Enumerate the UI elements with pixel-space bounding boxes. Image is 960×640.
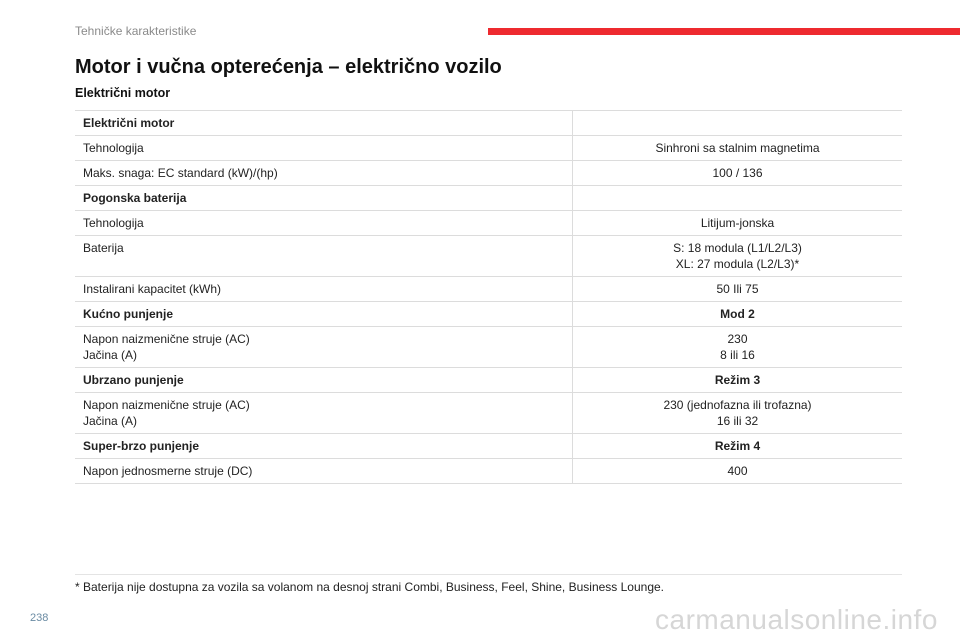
table-section-row: [75, 111, 902, 136]
cell-text: Jačina (A): [83, 414, 138, 428]
cell-text: Maks. snaga: EC standard (kW)/(hp): [83, 166, 278, 180]
table-row: [75, 327, 902, 368]
cell-text: Napon jednosmerne struje (DC): [83, 464, 253, 478]
cell-text: Litijum-jonska: [700, 216, 775, 230]
cell-text: Električni motor: [83, 116, 175, 130]
table-cell-value: [573, 302, 903, 327]
page-number: 238: [30, 612, 49, 624]
cell-text: Baterija: [83, 241, 124, 255]
cell-text: Sinhroni sa stalnim magnetima: [655, 141, 820, 155]
cell-text: Napon naizmenične struje (AC): [83, 332, 250, 346]
cell-text: Jačina (A): [83, 348, 138, 362]
section-heading: Električni motor: [75, 86, 171, 100]
cell-text: 8 ili 16: [720, 348, 755, 362]
table-row: [75, 459, 902, 484]
table-row: [75, 277, 902, 302]
table-section-row: [75, 186, 902, 211]
specifications-table: [75, 110, 902, 484]
watermark: carmanualsonline.info: [655, 604, 938, 635]
table-cell-value: [573, 211, 903, 236]
table-cell-label: [75, 368, 573, 393]
table-cell-value: [573, 136, 903, 161]
table-cell-value: [573, 161, 903, 186]
table-cell-label: [75, 459, 573, 484]
table-section-row: [75, 434, 902, 459]
table-cell-value: [573, 277, 903, 302]
cell-text: Kućno punjenje: [83, 307, 173, 321]
table-row: [75, 393, 902, 434]
cell-text: 50 Ili 75: [716, 282, 759, 296]
table-row: [75, 161, 902, 186]
table-cell-label: [75, 277, 573, 302]
table-cell-label: [75, 393, 573, 434]
table-cell-label: [75, 211, 573, 236]
cell-text: Pogonska baterija: [83, 191, 187, 205]
table-cell-label: [75, 236, 573, 277]
table-cell-label: [75, 327, 573, 368]
table-section-row: [75, 302, 902, 327]
specifications-table-body: [75, 111, 902, 484]
table-section-row: [75, 368, 902, 393]
table-cell-value: [573, 393, 903, 434]
table-cell-value: [573, 434, 903, 459]
table-cell-label: [75, 111, 573, 136]
table-row: [75, 236, 902, 277]
table-cell-label: [75, 161, 573, 186]
table-cell-value: [573, 368, 903, 393]
cell-text: Super-brzo punjenje: [83, 439, 200, 453]
table-cell-label: [75, 434, 573, 459]
cell-text: XL: 27 modula (L2/L3)*: [675, 257, 800, 271]
page-title: Motor i vučna opterećenja – električno vozilo: [75, 56, 502, 78]
cell-text: Tehnologija: [83, 141, 144, 155]
cell-text: 100 / 136: [712, 166, 763, 180]
cell-text: 400: [727, 464, 748, 478]
footnote: * Baterija nije dostupna za vozila sa volanom na desnoj strani Combi, Business, Feel, Shine, Business Lounge.: [75, 580, 665, 594]
cell-text: Režim 4: [714, 439, 761, 453]
table-cell-value: [573, 327, 903, 368]
cell-text: Instalirani kapacitet (kWh): [83, 282, 222, 296]
cell-text: Mod 2: [720, 307, 755, 321]
cell-text: Ubrzano punjenje: [83, 373, 184, 387]
table-cell-value: [573, 111, 903, 136]
table-cell-label: [75, 136, 573, 161]
table-cell-value: [573, 459, 903, 484]
cell-text: Režim 3: [714, 373, 761, 387]
header-accent-bar: [488, 28, 960, 35]
cell-text: S: 18 modula (L1/L2/L3): [673, 241, 802, 255]
table-row: [75, 211, 902, 236]
cell-text: 230 (jednofazna ili trofazna): [663, 398, 812, 412]
cell-text: 16 ili 32: [716, 414, 759, 428]
cell-text: 230: [727, 332, 748, 346]
cell-text: Napon naizmenične struje (AC): [83, 398, 250, 412]
table-cell-value: [573, 236, 903, 277]
cell-text: Tehnologija: [83, 216, 144, 230]
running-header: Tehničke karakteristike: [75, 24, 197, 38]
footnote-divider: [75, 574, 902, 575]
table-cell-value: [573, 186, 903, 211]
table-row: [75, 136, 902, 161]
table-cell-label: [75, 186, 573, 211]
table-cell-label: [75, 302, 573, 327]
